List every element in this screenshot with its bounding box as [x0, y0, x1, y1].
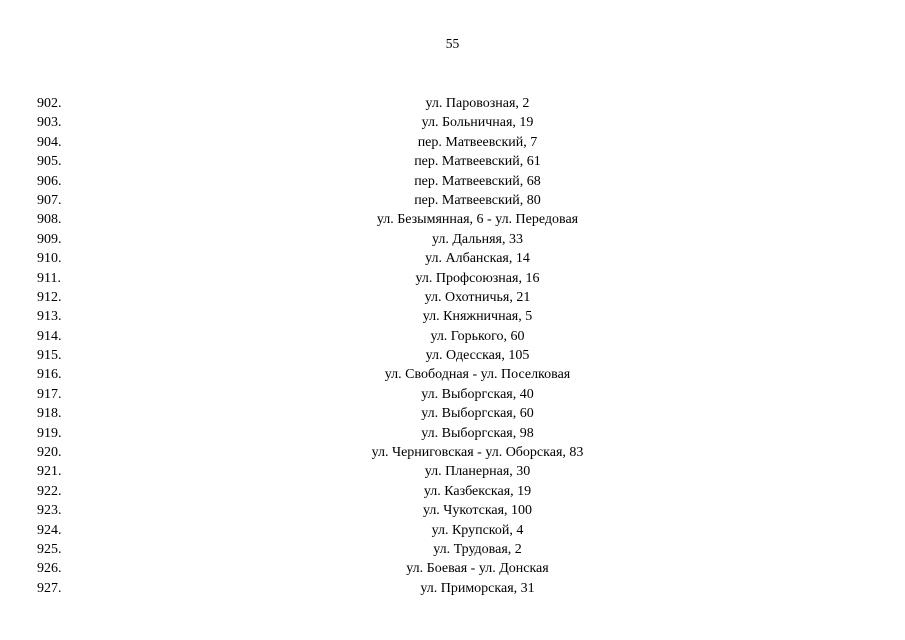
entry-number: 922. [37, 483, 62, 499]
entry-address: ул. Дальняя, 33 [432, 231, 523, 247]
entry-address: ул. Казбекская, 19 [423, 483, 532, 499]
entry-address: ул. Албанская, 14 [425, 251, 530, 267]
list-item [0, 443, 905, 462]
entry-address: ул. Приморская, 31 [420, 580, 535, 596]
entry-number: 921. [37, 464, 62, 480]
entry-address: ул. Чукотская, 100 [422, 503, 533, 519]
entry-number: 925. [37, 541, 62, 557]
list-item [0, 210, 905, 229]
list-item [0, 288, 905, 307]
entry-address: ул. Крупской, 4 [431, 522, 524, 538]
entry-address: ул. Трудовая, 2 [433, 541, 522, 557]
entry-address: ул. Профсоюзная, 16 [415, 270, 540, 286]
entry-number: 916. [37, 367, 62, 383]
entry-number: 927. [37, 580, 62, 596]
entry-number: 915. [37, 348, 62, 364]
list-item [0, 482, 905, 501]
entry-number: 918. [37, 406, 62, 422]
entry-address: ул. Больничная, 19 [421, 115, 534, 131]
entry-address: ул. Горького, 60 [430, 328, 525, 344]
entry-number: 914. [37, 328, 62, 344]
entry-address: ул. Выборгская, 40 [421, 386, 534, 402]
list-item [0, 540, 905, 559]
list-item [0, 133, 905, 152]
entry-address: ул. Охотничья, 21 [424, 289, 531, 305]
entry-address: ул. Безымянная, 6 - ул. Передовая [376, 212, 579, 228]
list-item [0, 113, 905, 132]
entry-number: 905. [37, 154, 62, 170]
entry-number: 912. [37, 289, 62, 305]
entry-number: 913. [37, 309, 62, 325]
entry-address: ул. Паровозная, 2 [425, 96, 530, 111]
entry-address: ул. Выборгская, 60 [421, 406, 534, 422]
entry-address: ул. Боевая - ул. Донская [406, 561, 549, 577]
list-item [0, 152, 905, 171]
list-item [0, 501, 905, 520]
entry-address: пер. Матвеевский, 80 [414, 192, 541, 208]
list-item [0, 365, 905, 384]
list-item [0, 191, 905, 210]
address-list [0, 94, 905, 598]
entry-address: ул. Выборгская, 98 [421, 425, 534, 441]
list-item [0, 230, 905, 249]
list-item [0, 462, 905, 481]
entry-number: 911. [37, 270, 61, 286]
entry-number: 906. [37, 173, 62, 189]
entry-number: 923. [37, 503, 62, 519]
entry-number: 907. [37, 192, 62, 208]
list-item [0, 521, 905, 540]
page-number: 55 [445, 36, 460, 51]
entry-number: 920. [37, 445, 62, 461]
entry-number: 926. [37, 561, 62, 577]
entry-address: ул. Свободная - ул. Поселковая [384, 367, 571, 383]
entry-number: 924. [37, 522, 62, 538]
list-item [0, 307, 905, 326]
list-item [0, 404, 905, 423]
entry-number: 904. [37, 134, 62, 150]
entry-address: ул. Одесская, 105 [425, 348, 530, 364]
entry-number: 902. [37, 96, 62, 111]
entry-number: 917. [37, 386, 62, 402]
list-item [0, 346, 905, 365]
entry-address: пер. Матвеевский, 7 [417, 134, 538, 150]
entry-number: 910. [37, 251, 62, 267]
list-item [0, 269, 905, 288]
list-item [0, 559, 905, 578]
list-item [0, 172, 905, 191]
list-item [0, 579, 905, 598]
entry-number: 908. [37, 212, 62, 228]
list-item [0, 424, 905, 443]
entry-number: 919. [37, 425, 62, 441]
entry-number: 909. [37, 231, 62, 247]
list-item [0, 94, 905, 113]
list-item [0, 327, 905, 346]
entry-number: 903. [37, 115, 62, 131]
entry-address: ул. Княжничная, 5 [422, 309, 533, 325]
list-item [0, 385, 905, 404]
entry-address: ул. Черниговская - ул. Оборская, 83 [371, 445, 584, 461]
entry-address: пер. Матвеевский, 61 [414, 154, 541, 170]
entry-address: пер. Матвеевский, 68 [414, 173, 541, 189]
entry-address: ул. Планерная, 30 [424, 464, 531, 480]
list-item [0, 249, 905, 268]
